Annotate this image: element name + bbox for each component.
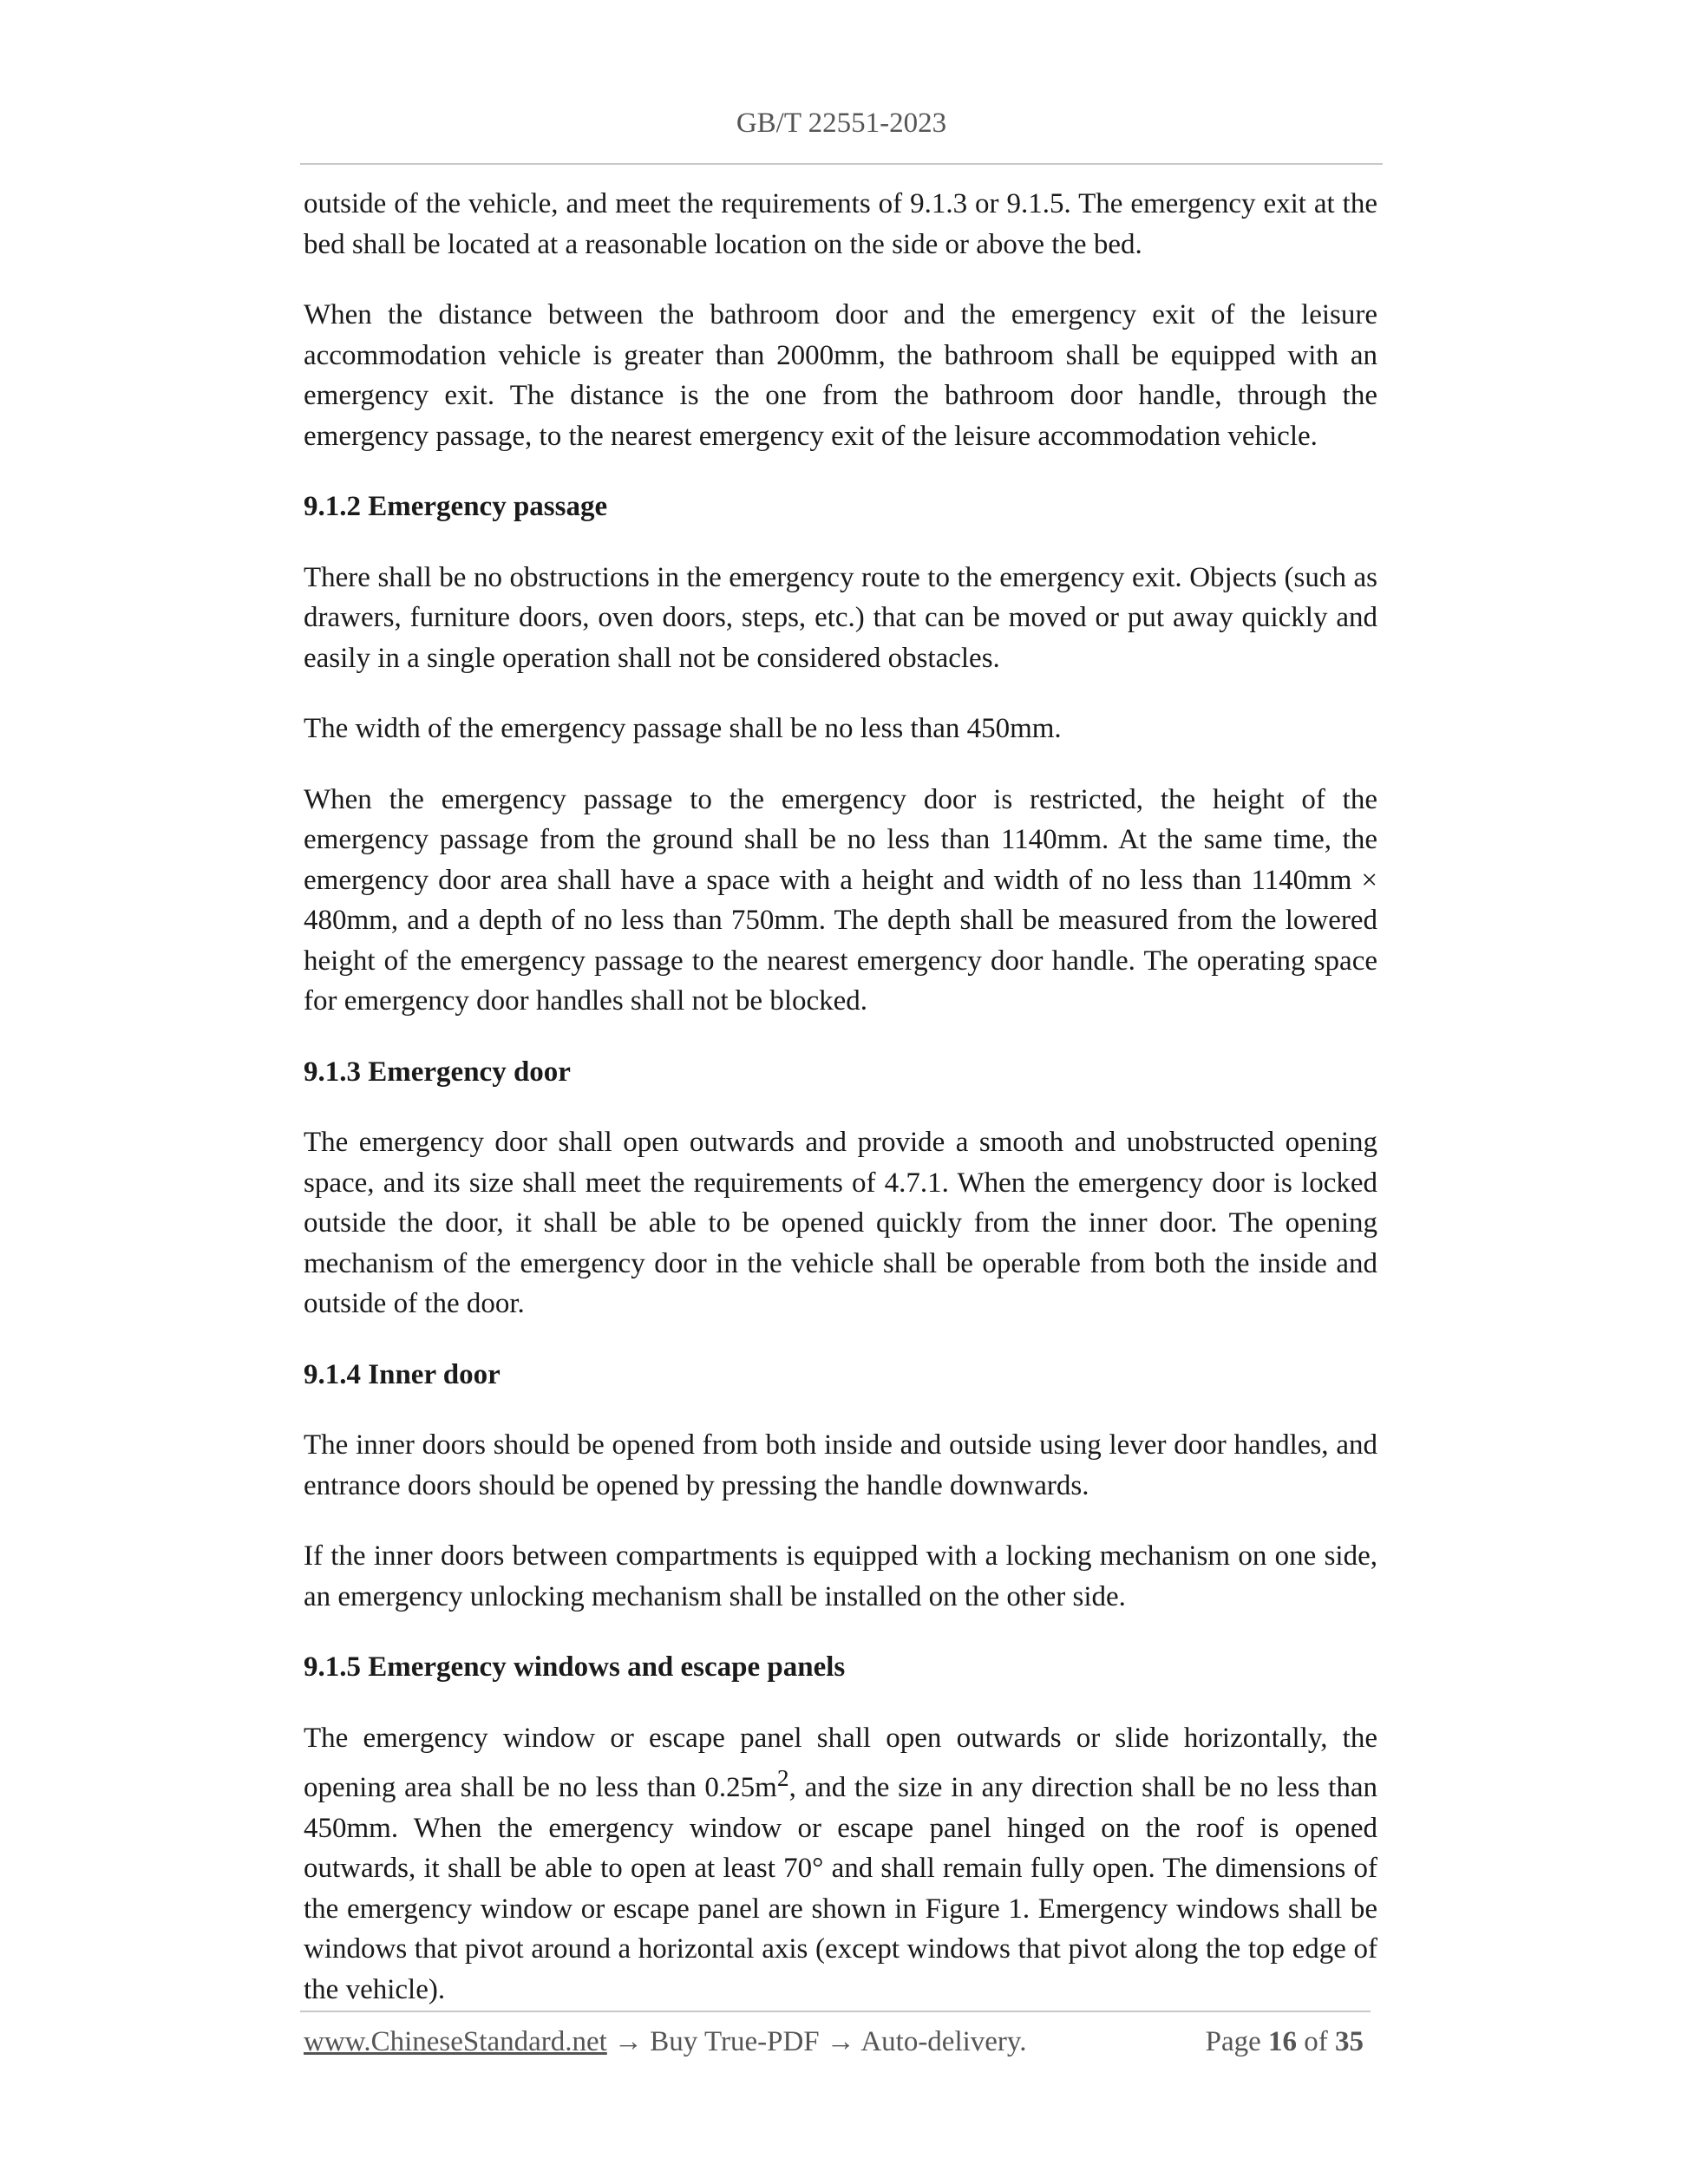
page-label: Page [1205, 2026, 1261, 2057]
page-number [1206, 2026, 1364, 2058]
paragraph: When the emergency passage to the emergency door is restricted, the height of the emergency passage from the ground shall be no less than 1140mm. At the same time, the emergency door area shall have a space with a height and width of no less than 1140mm × 480mm, and a depth of no less than 750mm. The depth shall be measured from the lowered height of the emergency passage to the nearest emergency door handle. The operating space for emergency door handles shall not be blocked. [304, 783, 1377, 1017]
paragraph-text: , and the size in any direction shall be no less than 450mm. When the emergency window or escape panel hinged on the roof is opened outwards, it shall be able to open at least 70° and shall remain fully open. The dimensions of the emergency window or escape panel are shown in Figure 1. Emergency windows shall be windows that pivot around a horizontal axis (except windows that pivot along the top edge of the vehicle). [304, 1772, 1377, 2005]
buy-pdf-text: Buy True-PDF [650, 2026, 820, 2057]
paragraph: The width of the emergency passage shall be no less than 450mm. [304, 713, 1062, 744]
page-header-doc-id: GB/T 22551-2023 [736, 108, 947, 139]
arrow-right-icon: → [614, 2026, 644, 2057]
auto-delivery-text: Auto-delivery. [860, 2026, 1027, 2057]
arrow-right-icon: → [826, 2026, 855, 2057]
footer-divider [300, 2011, 1371, 2012]
paragraph: When the distance between the bathroom door and the emergency exit of the leisure accommodation vehicle is greater than 2000mm, the bathroom shall be equipped with an emergency exit. The distance is the one from the bathroom door handle, through the emergency passage, to the nearest emergency exit of the leisure accommodation vehicle. [304, 299, 1377, 452]
total-pages: 35 [1335, 2026, 1364, 2057]
footer-promo [304, 2026, 1027, 2058]
header-divider [300, 163, 1383, 165]
paragraph: If the inner doors between compartments is equipped with a locking mechanism on one side, an emergency unlocking mechanism shall be installed on the other side. [304, 1540, 1377, 1612]
paragraph: The emergency door shall open outwards and provide a smooth and unobstructed opening space, and its size shall meet the requirements of 4.7.1. When the emergency door is locked outside the door, it shall be able to be opened quickly from the inner door. The opening mechanism of the emergency door in the vehicle shall be operable from both the inside and outside of the door. [304, 1127, 1377, 1319]
section-heading-9-1-5: 9.1.5 Emergency windows and escape panels [304, 1651, 846, 1683]
paragraph: outside of the vehicle, and meet the requirements of 9.1.3 or 9.1.5. The emergency exit at the bed shall be located at a reasonable location on the side or above the bed. [304, 188, 1377, 260]
section-heading-9-1-4: 9.1.4 Inner door [304, 1358, 501, 1390]
section-heading-9-1-2: 9.1.2 Emergency passage [304, 491, 608, 522]
paragraph: The inner doors should be opened from both inside and outside using lever door handles, and entrance doors should be opened by pressing the handle downwards. [304, 1429, 1377, 1501]
paragraph-text: The emergency window or escape panel shall open outwards or slide horizontally, the opening area shall be no less than 0.25m [304, 1722, 1377, 1803]
website-link[interactable]: www.ChineseStandard.net [304, 2026, 607, 2057]
of-label: of [1304, 2026, 1328, 2057]
section-heading-9-1-3: 9.1.3 Emergency door [304, 1056, 571, 1088]
paragraph: There shall be no obstructions in the emergency route to the emergency exit. Objects (such as drawers, furniture doors, oven doors, steps, etc.) that can be moved or put away quickly and easily in a single operation shall not be considered obstacles. [304, 561, 1377, 674]
page-content [304, 184, 1377, 2040]
paragraph [304, 1718, 1377, 2011]
superscript: 2 [776, 1764, 789, 1791]
current-page: 16 [1268, 2026, 1297, 2057]
